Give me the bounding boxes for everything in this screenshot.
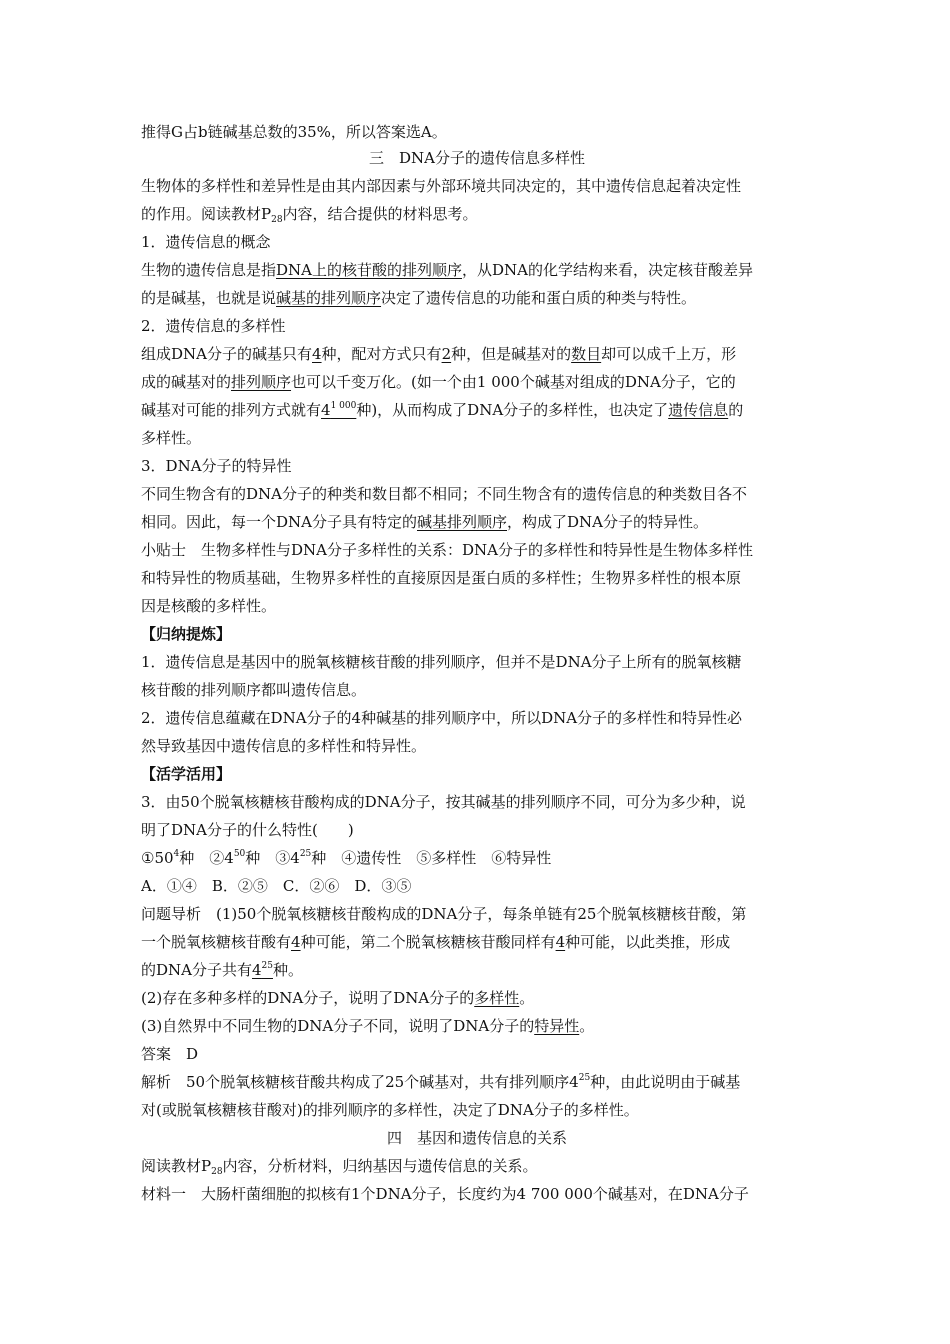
text-line: 不同生物含有的DNA分子的种类和数目都不相同；不同生物含有的遗传信息的种类数目各不 <box>141 485 747 503</box>
question-line: 3．由50个脱氧核糖核苷酸构成的DNA分子，按其碱基的排列顺序不同，可分为多少种，说 <box>141 793 746 811</box>
section-heading-3: 三 DNA分子的遗传信息多样性 <box>369 149 585 167</box>
analysis-line: 的DNA分子共有$4^{25}$种。 <box>141 961 304 979</box>
subheading-genetic-info-diversity: 2．遗传信息的多样性 <box>141 317 286 335</box>
text-line: 阅读教材$P_{28}$内容，分析材料，归纳基因与遗传信息的关系。 <box>141 1157 538 1176</box>
text-line: 相同。因此，每一个DNA分子具有特定的碱基排列顺序，构成了DNA分子的特异性。 <box>141 513 709 531</box>
text-line: 成的碱基对的排列顺序也可以千变万化。(如一个由1 000个碱基对组成的DNA分子，它的 <box>141 373 736 391</box>
question-line: 明了DNA分子的什么特性( ) <box>141 821 354 839</box>
analysis-line: 问题导析 (1)50个脱氧核糖核苷酸构成的DNA分子，每条单链有25个脱氧核糖核苷酸，第 <box>141 905 747 923</box>
text-line: 推得G占b链碱基总数的35%，所以答案选A。 <box>141 123 447 141</box>
subheading-genetic-info-concept: 1．遗传信息的概念 <box>141 233 271 251</box>
text-line: 2．遗传信息蕴藏在DNA分子的4种碱基的排列顺序中，所以DNA分子的多样性和特异性必 <box>141 709 743 727</box>
summary-heading: 【归纳提炼】 <box>141 625 232 643</box>
explanation-line: 解析 50个脱氧核糖核苷酸共构成了25个碱基对，共有排列顺序$4^{25}$种，由此说明由于碱基 <box>141 1073 741 1091</box>
text-line: 材料一 大肠杆菌细胞的拟核有1个DNA分子，长度约为4 700 000个碱基对，在DNA分子 <box>141 1185 749 1203</box>
tip-line: 和特异性的物质基础，生物界多样性的直接原因是蛋白质的多样性；生物界多样性的根本原 <box>141 569 742 587</box>
analysis-line: 一个脱氧核糖核苷酸有4种可能，第二个脱氧核糖核苷酸同样有4种可能，以此类推，形成 <box>141 933 731 951</box>
analysis-line: (2)存在多种多样的DNA分子，说明了DNA分子的多样性。 <box>141 989 535 1007</box>
text-line: 的作用。阅读教材$P_{28}$内容，结合提供的材料思考。 <box>141 205 478 224</box>
section-heading-4: 四 基因和遗传信息的关系 <box>386 1129 567 1147</box>
text-line: 1．遗传信息是基因中的脱氧核糖核苷酸的排列顺序，但并不是DNA分子上所有的脱氧核糖 <box>141 653 742 671</box>
tip-line: 因是核酸的多样性。 <box>141 597 277 615</box>
text-line: 然导致基因中遗传信息的多样性和特异性。 <box>141 737 427 755</box>
subheading-dna-specificity: 3．DNA分子的特异性 <box>141 457 292 475</box>
analysis-line: (3)自然界中不同生物的DNA分子不同，说明了DNA分子的特异性。 <box>141 1017 595 1035</box>
practice-heading: 【活学活用】 <box>141 765 232 783</box>
text-line: 的是碱基，也就是说碱基的排列顺序决定了遗传信息的功能和蛋白质的种类与特性。 <box>141 289 697 307</box>
text-line: 生物体的多样性和差异性是由其内部因素与外部环境共同决定的，其中遗传信息起着决定性 <box>141 177 742 195</box>
question-options: $①50^4$种 $②4^{50}$种 $③4^{25}$种 ④遗传性 ⑤多样性 ⑥特异性 <box>141 849 552 867</box>
text-line: 多样性。 <box>141 429 202 447</box>
text-line: 组成DNA分子的碱基只有4种，配对方式只有2种，但是碱基对的数目却可以成千上万，形 <box>141 345 737 363</box>
text-line: 碱基对可能的排列方式就有$4^{1 000}$种)，从而构成了DNA分子的多样性，也决定了遗传信息的 <box>141 401 744 419</box>
tip-line: 小贴士 生物多样性与DNA分子多样性的关系：DNA分子的多样性和特异性是生物体多样性 <box>141 541 753 559</box>
answer-line: 答案 D <box>141 1045 199 1063</box>
text-line: 核苷酸的排列顺序都叫遗传信息。 <box>141 681 367 699</box>
answer-choices: A．①④ B．②⑤ C．②⑥ D．③⑤ <box>141 877 412 895</box>
text-line: 生物的遗传信息是指DNA上的核苷酸的排列顺序，从DNA的化学结构来看，决定核苷酸差异 <box>141 261 754 279</box>
explanation-line: 对(或脱氧核糖核苷酸对)的排列顺序的多样性，决定了DNA分子的多样性。 <box>141 1101 639 1119</box>
